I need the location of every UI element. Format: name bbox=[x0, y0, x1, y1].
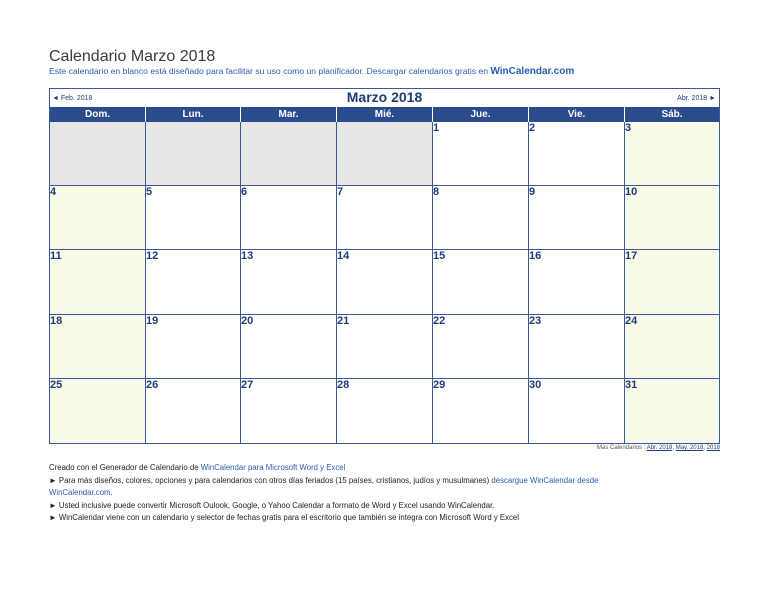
day-cell[interactable] bbox=[50, 250, 146, 314]
footer-notes bbox=[49, 462, 598, 525]
day-cell[interactable] bbox=[433, 122, 529, 186]
day-number: 23 bbox=[529, 314, 542, 327]
weekday-header: Dom. bbox=[50, 107, 146, 122]
calendar bbox=[49, 88, 720, 444]
day-number: 21 bbox=[337, 314, 350, 327]
day-cell[interactable] bbox=[529, 379, 625, 443]
more-calendar-link-may[interactable]: May. 2018 bbox=[675, 445, 704, 451]
weekday-header: Vie. bbox=[529, 107, 625, 122]
footer-site-link[interactable]: WinCalendar.com bbox=[49, 488, 111, 497]
week-row bbox=[50, 186, 719, 250]
day-number: 31 bbox=[625, 378, 638, 391]
day-cell[interactable] bbox=[337, 379, 433, 443]
weekday-header: Sáb. bbox=[661, 109, 683, 120]
day-cell[interactable] bbox=[529, 250, 625, 314]
day-number: 29 bbox=[433, 378, 446, 391]
day-cell[interactable] bbox=[241, 250, 337, 314]
empty-day-cell bbox=[241, 122, 337, 186]
day-number: 4 bbox=[50, 186, 57, 199]
weekday-header: Mié. bbox=[337, 107, 433, 122]
day-number: 9 bbox=[529, 186, 536, 199]
month-title: Marzo 2018 bbox=[346, 89, 423, 105]
empty-day-cell bbox=[146, 122, 241, 186]
day-number: 22 bbox=[433, 314, 446, 327]
day-number: 17 bbox=[625, 250, 638, 263]
day-cell[interactable] bbox=[146, 315, 241, 379]
empty-day-cell bbox=[50, 122, 146, 186]
day-number: 13 bbox=[241, 250, 254, 263]
week-row bbox=[50, 315, 719, 379]
weekday-header: Lun. bbox=[146, 107, 241, 122]
day-cell[interactable] bbox=[625, 186, 719, 250]
prev-month-link[interactable]: ◄ Feb. 2018 bbox=[52, 95, 93, 102]
footer-download-link[interactable]: descargue WinCalendar desde bbox=[491, 475, 599, 485]
day-cell[interactable] bbox=[337, 315, 433, 379]
page-title: Calendario Marzo 2018 bbox=[49, 48, 216, 65]
footer-site-period: . bbox=[110, 488, 113, 497]
day-number: 19 bbox=[146, 314, 159, 327]
more-calendars: Más Calendarios : Abr. 2018, May. 2018, 2018 bbox=[596, 445, 720, 451]
day-number: 15 bbox=[433, 250, 446, 263]
day-number: 30 bbox=[529, 378, 542, 391]
weekday-header: Mar. bbox=[241, 107, 337, 122]
day-cell[interactable] bbox=[146, 379, 241, 443]
footer-generator-link[interactable]: WinCalendar para Microsoft Word y Excel bbox=[200, 463, 346, 472]
week-row bbox=[50, 122, 719, 186]
day-number: 26 bbox=[146, 378, 159, 391]
day-number: 25 bbox=[50, 378, 63, 391]
footer-line-desktop: ► WinCalendar viene con un calendario y selector de fechas gratis para el escritorio que también se integra con Microsoft Word y Excel bbox=[49, 513, 519, 522]
next-month-link[interactable]: Abr. 2018 ► bbox=[677, 95, 716, 102]
subtitle-text: Este calendario en blanco está diseñado para facilitar su uso como un planificador. Descargar calendarios gratis en bbox=[49, 66, 489, 76]
empty-day-cell bbox=[337, 122, 433, 186]
day-cell[interactable] bbox=[50, 315, 146, 379]
day-cell[interactable] bbox=[241, 315, 337, 379]
week-row bbox=[50, 379, 719, 443]
day-cell[interactable] bbox=[50, 379, 146, 443]
day-number: 3 bbox=[625, 122, 632, 134]
day-number: 8 bbox=[433, 186, 440, 199]
day-cell[interactable] bbox=[146, 186, 241, 250]
day-number: 5 bbox=[146, 186, 153, 199]
day-number: 11 bbox=[50, 250, 62, 263]
page-subtitle bbox=[49, 66, 574, 77]
footer-created-text: Creado con el Generador de Calendario de bbox=[49, 463, 201, 472]
day-cell[interactable] bbox=[529, 315, 625, 379]
more-calendar-link-apr[interactable]: Abr. 2018 bbox=[646, 445, 673, 451]
day-number: 18 bbox=[50, 314, 63, 327]
day-cell[interactable] bbox=[241, 379, 337, 443]
day-cell[interactable] bbox=[625, 315, 719, 379]
footer-line-site bbox=[49, 487, 598, 500]
day-cell[interactable] bbox=[433, 186, 529, 250]
day-number: 28 bbox=[337, 378, 350, 391]
calendar-header bbox=[50, 89, 719, 107]
day-cell[interactable] bbox=[337, 186, 433, 250]
more-calendars-label: Más Calendarios : bbox=[596, 445, 647, 451]
day-cell[interactable] bbox=[433, 379, 529, 443]
day-number: 2 bbox=[529, 122, 536, 134]
day-number: 20 bbox=[241, 314, 254, 327]
day-number: 24 bbox=[625, 314, 638, 327]
day-number: 10 bbox=[625, 186, 638, 199]
day-number: 14 bbox=[337, 250, 350, 263]
weekday-header: Jue. bbox=[433, 107, 529, 122]
day-number: 6 bbox=[241, 186, 248, 199]
day-number: 7 bbox=[337, 186, 344, 199]
calendar-grid bbox=[50, 122, 719, 443]
more-calendar-link-year[interactable]: 2018 bbox=[706, 445, 720, 451]
day-cell[interactable] bbox=[625, 379, 719, 443]
day-cell[interactable] bbox=[529, 122, 625, 186]
day-number: 1 bbox=[433, 122, 440, 134]
wincalendar-brand-link[interactable]: WinCalendar.com bbox=[490, 66, 575, 77]
footer-line-created bbox=[49, 462, 598, 475]
day-cell[interactable] bbox=[146, 250, 241, 314]
day-cell[interactable] bbox=[50, 186, 146, 250]
day-cell[interactable] bbox=[529, 186, 625, 250]
day-cell[interactable] bbox=[241, 186, 337, 250]
day-number: 27 bbox=[241, 378, 254, 391]
day-cell[interactable] bbox=[433, 250, 529, 314]
day-cell[interactable] bbox=[625, 122, 719, 186]
day-cell[interactable] bbox=[433, 315, 529, 379]
weekday-header-row bbox=[50, 107, 719, 122]
day-number: 16 bbox=[529, 250, 542, 263]
footer-designs-text: ► Para más diseños, colores, opciones y para calendarios con otros días feriados (15 países, cristianos, judíos y musulmanes) bbox=[49, 475, 492, 485]
footer-line-convert: ► Usted inclusive puede convertir Microsoft Oulook, Google, o Yahoo Calendar a formato de Word y Excel usando WinCalendar. bbox=[49, 500, 495, 510]
day-cell[interactable] bbox=[625, 250, 719, 314]
day-number: 12 bbox=[146, 250, 159, 263]
day-cell[interactable] bbox=[337, 250, 433, 314]
week-row bbox=[50, 250, 719, 314]
footer-line-designs bbox=[49, 475, 598, 488]
